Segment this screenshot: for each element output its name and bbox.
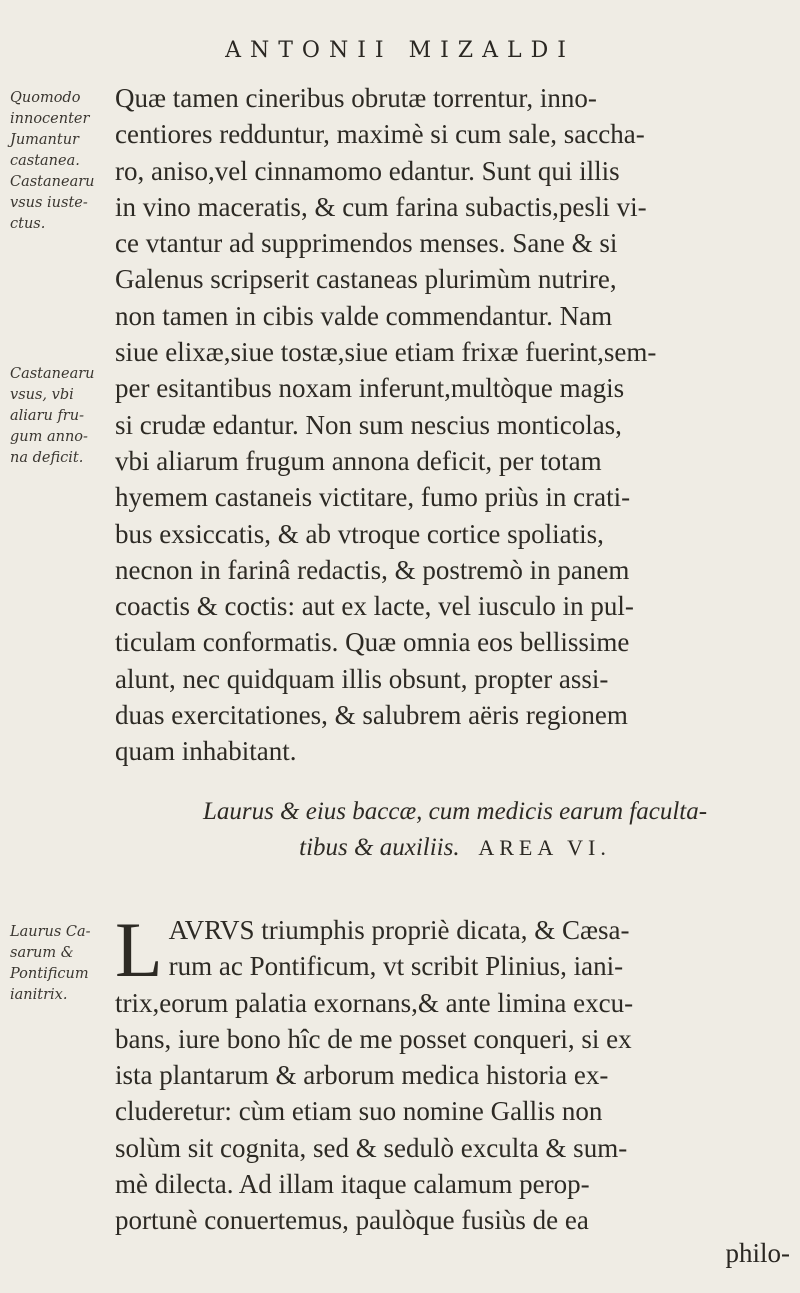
text-line: in vino maceratis, & cum farina subactis,pesli vi-	[115, 191, 647, 222]
heading-line-2	[115, 830, 795, 866]
margin-note-line: Pontificum	[10, 966, 89, 982]
text-line: Galenus scripserit castaneas plurimùm nutrire,	[115, 264, 617, 295]
margin-note-line: castanea.	[10, 153, 80, 169]
text-line: ista plantarum & arborum medica historia ex-	[115, 1060, 609, 1091]
text-line: Quæ tamen cineribus obrutæ torrentur, inno-	[115, 83, 597, 113]
text-line: portunè conuertemus, paulòque fusiùs de ea	[115, 1205, 589, 1236]
text-line: ce vtantur ad supprimendos menses. Sane & si	[115, 228, 618, 259]
margin-note-line: aliaru fru-	[10, 408, 84, 424]
margin-note-laurus	[10, 922, 102, 1006]
text-line: hyemem castaneis victitare, fumo priùs in crati-	[115, 482, 631, 513]
text-line: si crudæ edantur. Non sum nescius monticolas,	[115, 409, 622, 440]
paragraph-laurus	[115, 906, 795, 1239]
text-line: centiores redduntur, maximè si cum sale, saccha-	[115, 119, 645, 150]
text-line: ticulam conformatis. Quæ omnia eos bellissime	[115, 627, 630, 658]
margin-note-line: Castanearu	[10, 174, 95, 190]
text-line: rum ac Pontificum, vt scribit Plinius, iani-	[168, 951, 624, 982]
margin-note-annona	[10, 364, 102, 469]
area-label: AREA VI.	[478, 835, 611, 860]
text-line: duas exercitationes, & salubrem aëris regionem	[115, 700, 628, 731]
text-line: solùm sit cognita, sed & sedulò exculta & sum-	[115, 1132, 628, 1163]
text-line: cluderetur: cùm etiam suo nomine Gallis non	[115, 1096, 603, 1127]
paragraph-castaneae	[115, 80, 795, 770]
heading-line-1: Laurus & eius baccæ, cum medicis earum faculta-	[202, 798, 708, 825]
margin-note-line: innocenter	[10, 111, 90, 127]
margin-note-line: Castanearu	[10, 366, 95, 382]
section-heading	[115, 794, 795, 866]
text-line: AVRVS triumphis propriè dicata, & Cæsa-	[168, 915, 630, 945]
heading-line-2-text: tibus & auxiliis.	[299, 834, 460, 861]
text-line: non tamen in cibis valde commendantur. Nam	[115, 300, 613, 331]
margin-note-castanearum-usus	[10, 172, 102, 235]
text-line: alunt, nec quidquam illis obsunt, propter assi-	[115, 663, 609, 694]
catchword: philo-	[725, 1238, 790, 1268]
margin-note-line: Laurus Ca-	[10, 924, 91, 940]
text-line: vbi aliarum frugum annona deficit, per totam	[115, 445, 602, 476]
text-line: quam inhabitant.	[115, 736, 297, 767]
margin-note-quomodo	[10, 88, 102, 172]
text-line: coactis & coctis: aut ex lacte, vel iusculo in pul-	[115, 591, 634, 622]
margin-note-line: Jumantur	[10, 132, 79, 148]
margin-note-line: Quomodo	[10, 90, 81, 106]
margin-note-line: vsus, vbi	[10, 387, 74, 403]
text-line: bans, iure bono hîc de me posset conqueri, si ex	[115, 1023, 632, 1054]
drop-cap: L	[115, 906, 163, 993]
text-line: siue elixæ,siue tostæ,siue etiam frixæ fuerint,sem-	[115, 337, 657, 368]
margin-note-line: sarum &	[10, 945, 74, 961]
margin-note-line: na deficit.	[10, 450, 84, 466]
text-line: mè dilecta. Ad illam itaque calamum perop-	[115, 1169, 590, 1200]
text-line: per esitantibus noxam inferunt,multòque magis	[115, 373, 625, 404]
text-line: necnon in farinâ redactis, & postremò in panem	[115, 554, 630, 585]
margin-note-line: ctus.	[10, 216, 46, 232]
margin-note-line: ianitrix.	[10, 987, 68, 1003]
text-line: bus exsiccatis, & ab vtroque cortice spoliatis,	[115, 518, 604, 549]
text-line: ro, aniso,vel cinnamomo edantur. Sunt qui illis	[115, 155, 620, 186]
running-head: ANTONII MIZALDI	[225, 38, 575, 63]
margin-note-line: vsus iuste-	[10, 195, 88, 211]
margin-note-line: gum anno-	[10, 429, 88, 445]
text-line: trix,eorum palatia exornans,& ante limina excu-	[115, 987, 634, 1018]
